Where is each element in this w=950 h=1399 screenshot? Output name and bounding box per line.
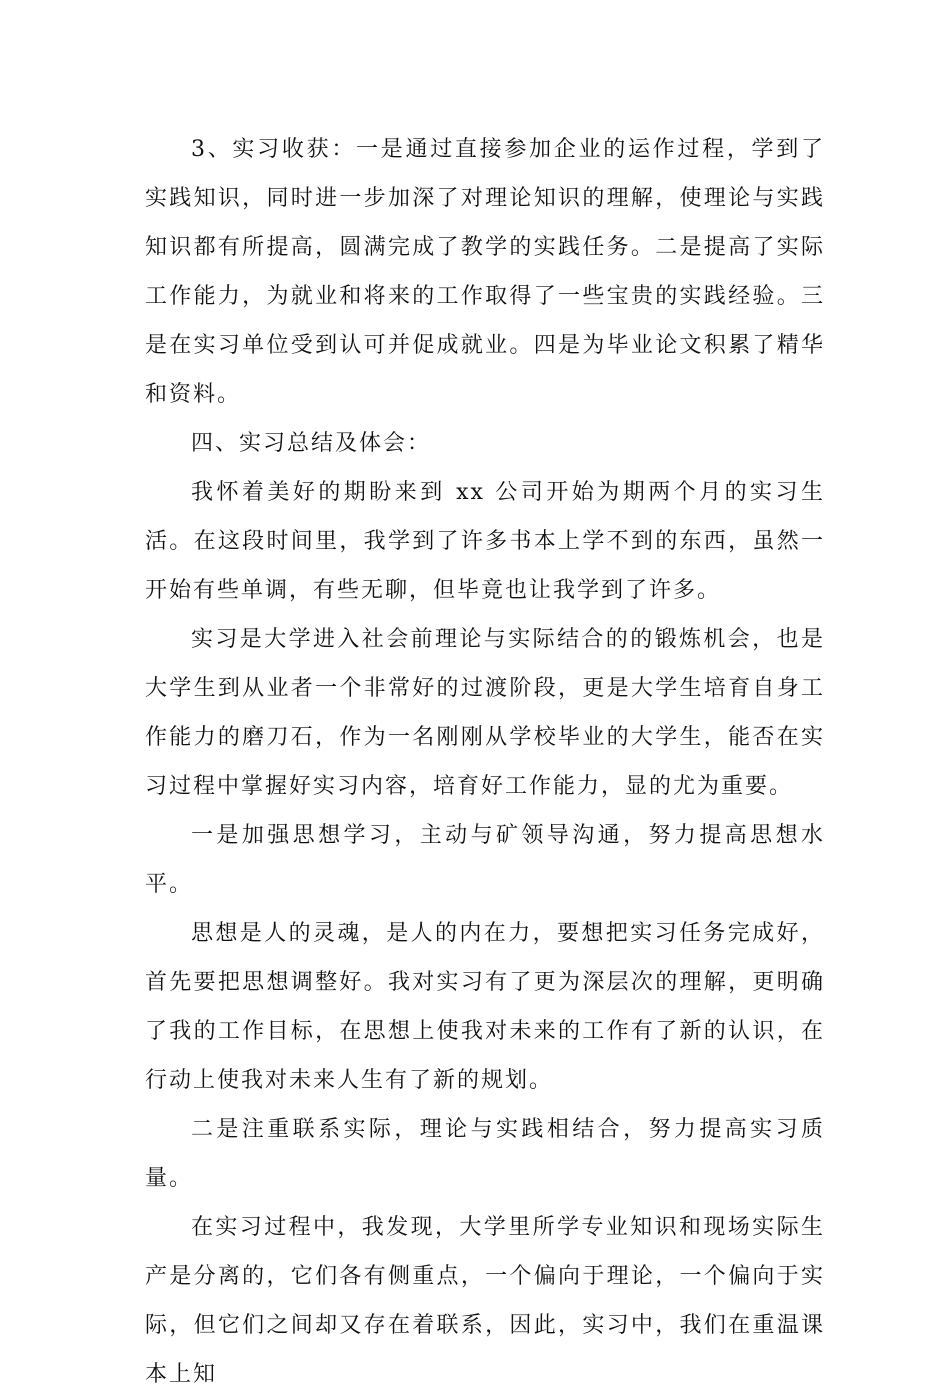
point-one-heading: 一是加强思想学习，主动与矿领导沟通，努力提高思想水平。	[145, 823, 825, 897]
paragraph-practice: 在实习过程中，我发现，大学里所学专业知识和现场实际生产是分离的，它们各有侧重点，一个偏向于理论，一个偏向于实际，但它们之间却又存在着联系，因此，实习中，我们在重温课本上知	[145, 1215, 825, 1387]
section-heading-summary: 四、实习总结及体会：	[191, 431, 432, 456]
paragraph-thought: 思想是人的灵魂，是人的内在力，要想把实习任务完成好，首先要把思想调整好。我对实习有了更为深层次的理解，更明确了我的工作目标，在思想上使我对未来的工作有了新的认识，在行动上使我对未来人生有了新的规划。	[145, 921, 825, 1093]
point-two-heading: 二是注重联系实际，理论与实践相结合，努力提高实习质量。	[145, 1117, 825, 1191]
paragraph-internship-gains: 3、实习收获：一是通过直接参加企业的运作过程，学到了实践知识，同时进一步加深了对理论知识的理解，使理论与实践知识都有所提高，圆满完成了教学的实践任务。二是提高了实际工作能力，为就业和将来的工作取得了一些宝贵的实践经验。三是在实习单位受到认可并促成就业。四是为毕业论文积累了精华和资料。	[145, 137, 825, 407]
paragraph-internship-meaning: 实习是大学进入社会前理论与实际结合的的锻炼机会，也是大学生到从业者一个非常好的过渡阶段，更是大学生培育自身工作能力的磨刀石，作为一名刚刚从学校毕业的大学生，能否在实习过程中掌握好实习内容，培育好工作能力，显的尤为重要。	[145, 627, 825, 799]
paragraph-arrival: 我怀着美好的期盼来到 xx 公司开始为期两个月的实习生活。在这段时间里，我学到了许多书本上学不到的东西，虽然一开始有些单调，有些无聊，但毕竟也让我学到了许多。	[145, 480, 825, 603]
document-body	[145, 125, 825, 1399]
